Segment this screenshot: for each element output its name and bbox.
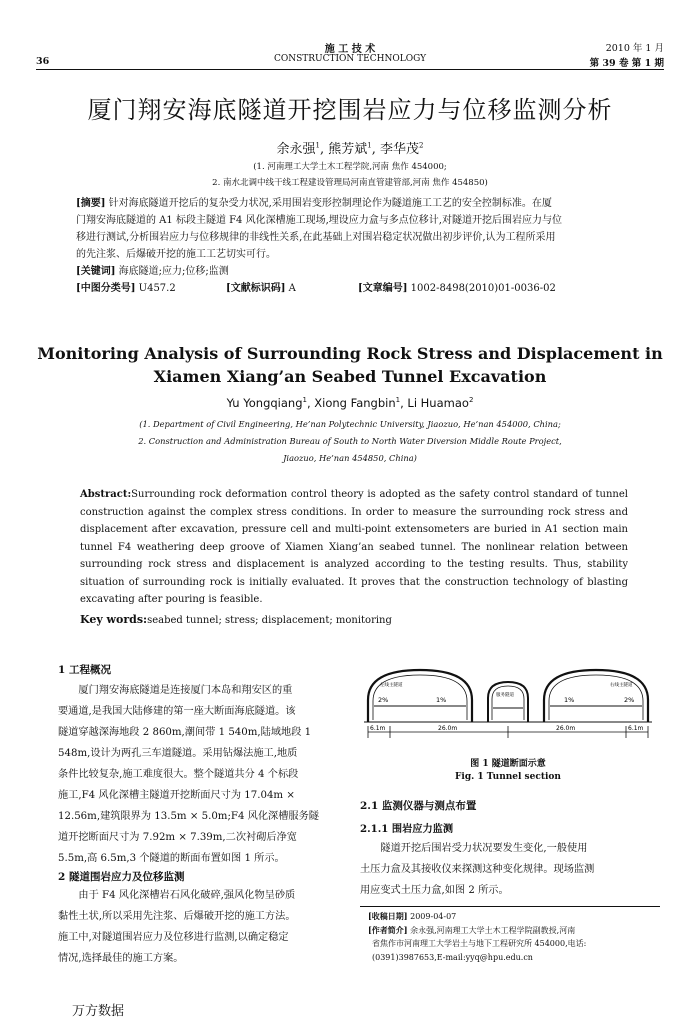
author-1-cn: 余永强 (276, 142, 316, 157)
section-2-1-1-heading: 2.1.1 围岩应力监测 (360, 823, 454, 835)
keywords-cn: [关键词] 海底隧道;应力;位移;监测 (76, 266, 229, 277)
section-1-body: 厦门翔安海底隧道是连接厦门本岛和翔安区的重 要通道,是我国大陆修建的第一座大断面海底隧道。该 隧道穿越深海地段 2 860m,潮间带 1 540m,陆域地段 1 548m,设计为两孔三车道隧道。采用钻爆法施工,地质 条件比较复杂,施工难度很大。整个隧道共分 4 个标段 施工,F4 风化深槽主隧道开挖断面尺寸为 17.04m × 12.56m,建筑限界为 13.5m × 5.0m;F4 风化深槽服务隧 道开挖断面尺寸为 7.92m × 7.39m,二次衬砌后净宽 5.5m,高 6.5m,3 个隧道的断面布置如图 1 所示。 (58, 685, 319, 864)
page-number: 36 (36, 56, 50, 67)
dim-2: 26.0m (438, 725, 458, 732)
issue-volume: 第 39 卷 第 1 期 (589, 58, 664, 69)
tunnel-label-right: 右线主隧道 (610, 683, 633, 688)
keywords-en: Key words:seabed tunnel; stress; displacement; monitoring (80, 612, 392, 626)
tunnel-label-left: 左线主隧道 (380, 683, 403, 688)
section-2-body: 由于 F4 风化深槽岩石风化破碎,强风化物呈砂质 黏性土状,所以采用先注浆、后爆破开挖的施工方法。 施工中,对隧道围岩应力及位移进行监测,以确定稳定 情况,选择最佳的施工方案。 (58, 890, 296, 964)
section-2-heading: 2 隧道围岩应力及位移监测 (58, 871, 185, 883)
journal-name-en: CONSTRUCTION TECHNOLOGY (273, 54, 427, 64)
journal-name-cn: 施 工 技 术 (324, 44, 376, 55)
abstract-en-label: Abstract: (80, 489, 132, 500)
section-2-1-1-body: 隧道开挖后围岩受力状况要发生变化,一般使用 土压力盒及其接收仪来探测这种变化规律。现场监测 用应变式土压力盒,如图 2 所示。 (360, 843, 595, 896)
tunnel-label-service: 服务隧道 (496, 693, 514, 698)
slope-label-4: 2% (624, 696, 635, 704)
figure-caption-cn: 图 1 隧道断面示意 (470, 759, 546, 769)
affiliation-cn-2: 2. 南水北调中线干线工程建设管理局河南直管建管部,河南 焦作 454850) (212, 178, 488, 188)
author-2-cn: 熊芳斌 (328, 142, 368, 157)
header-rule (36, 69, 664, 70)
figure-caption-en: Fig. 1 Tunnel section (455, 772, 561, 782)
title-cn: 厦门翔安海底隧道开挖围岩应力与位移监测分析 (87, 96, 613, 124)
abstract-cn-label: [摘要] (76, 198, 106, 209)
issue-date: 2010 年 1 月 (605, 43, 664, 54)
slope-label-3: 1% (564, 696, 575, 704)
watermark-text: 万方数据 (72, 1004, 125, 1019)
service-tunnel (488, 682, 528, 722)
tunnel-section-figure (360, 662, 656, 744)
abstract-en: Abstract:Surrounding rock deformation control theory is adopted as the safety control standard of tunnel construction against the complex stress conditions. In order to measure the surrounding rock stress and displacement after excavation, pressure cell and multi-point extensometers are buried in A1 section main tunnel F4 weathering deep groove of Xiamen Xiang’an seabed tunnel. The nonlinear relation between surrounding rock stress and displacement is analyzed according to the testing results. Thus, stability situation of surrounding rock is initially evaluated. It proves that the construction technology of blasting excavating after pouring is feasible. Key words:seabed tunnel; stress; displacement; monitoring (80, 486, 628, 629)
affiliations-en: (1. Department of Civil Engineering, He’nan Polytechnic University, Jiaozuo, He’nan 454000, China; 2. Construction and Administration Bureau of South to North Water Diversion Middle Route Project, Jiaozuo, He’nan 454850, China) (138, 419, 562, 463)
author-3-cn: 李华茂 (380, 142, 420, 157)
footnote-rule (360, 906, 660, 907)
authors-cn: 余永强$^1$, 熊芳斌$^1$, 李华茂$^2$ (276, 141, 424, 157)
section-2-1-heading: 2.1 监测仪器与测点布置 (360, 800, 477, 812)
classification-line: [中图分类号] U457.2 [文献标识码] A [文章编号] 1002-8498(2010)01-0036-02 (76, 283, 556, 294)
dim-3: 26.0m (556, 725, 576, 732)
section-1-heading: 1 工程概况 (58, 664, 111, 676)
dim-4: 6.1m (628, 725, 644, 732)
affiliation-cn-1: (1. 河南理工大学土木工程学院,河南 焦作 454000; (253, 162, 447, 172)
slope-label-2: 1% (436, 696, 447, 704)
dim-1: 6.1m (370, 725, 386, 732)
footnote: [收稿日期] 2009-04-07 [作者简介] 余永强,河南理工大学土木工程学院副教授,河南 省焦作市河南理工大学岩土与地下工程研究所 454000,电话: (0391)3987653,E-mail:yyq@hpu.edu.cn (368, 911, 587, 962)
title-en: Monitoring Analysis of Surrounding Rock Stress and Displacement in Xiamen Xiang’an Seabed Tunnel Excavation (37, 344, 663, 386)
abstract-cn: [摘要] 针对海底隧道开挖后的复杂受力状况,采用围岩变形控制理论作为隧道施工工艺的安全控制标准。在厦 门翔安海底隧道的 A1 标段主隧道 F4 风化深槽施工现场,埋设应力盒与多点位移计,对隧道开挖后围岩应力与位 移进行测试,分析围岩应力与位移规律的非线性关系,在此基础上对围岩稳定状况做出初步评价,认为工程所采用 的先注浆、后爆破开挖的施工工艺切实可行。 [关键词] 海底隧道;应力;位移;监测 [中图分类号] U457.2 [文献标识码] A [文章编号] 1002-8498(2010)01-0036-02 (76, 195, 636, 297)
slope-label-1: 2% (378, 696, 389, 704)
authors-en: Yu Yongqiang$^1$, Xiong Fangbin$^1$, Li Huamao$^2$ (226, 396, 474, 410)
